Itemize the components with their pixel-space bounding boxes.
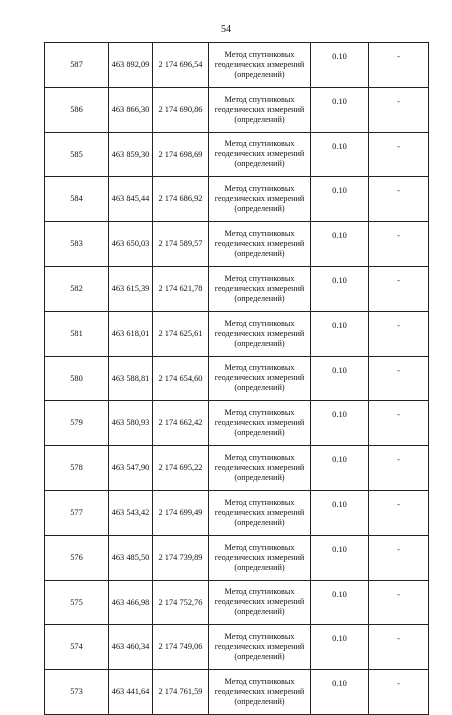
- x-coordinate-cell: 463 580,93: [109, 401, 153, 446]
- table-row: [45, 401, 429, 446]
- x-coordinate-cell: 463 588,81: [109, 356, 153, 401]
- dash-cell: -: [369, 177, 429, 222]
- accuracy-cell: 0.10: [311, 670, 369, 715]
- y-coordinate-cell: 2 174 761,59: [153, 670, 209, 715]
- dash-cell: -: [369, 625, 429, 670]
- table-row: [45, 625, 429, 670]
- y-coordinate-cell: 2 174 739,89: [153, 535, 209, 580]
- y-coordinate-cell: 2 174 695,22: [153, 446, 209, 491]
- point-number-cell: 577: [45, 490, 109, 535]
- table-row: [45, 356, 429, 401]
- y-coordinate-cell: 2 174 686,92: [153, 177, 209, 222]
- x-coordinate-cell: 463 547,90: [109, 446, 153, 491]
- y-coordinate-cell: 2 174 621,78: [153, 266, 209, 311]
- method-cell: Метод спутниковых геодезических измерений (определений): [209, 222, 311, 267]
- method-cell: Метод спутниковых геодезических измерений (определений): [209, 177, 311, 222]
- x-coordinate-cell: 463 543,42: [109, 490, 153, 535]
- dash-cell: -: [369, 132, 429, 177]
- accuracy-cell: 0.10: [311, 490, 369, 535]
- point-number-cell: 583: [45, 222, 109, 267]
- x-coordinate-cell: 463 460,34: [109, 625, 153, 670]
- y-coordinate-cell: 2 174 654,60: [153, 356, 209, 401]
- x-coordinate-cell: 463 650,03: [109, 222, 153, 267]
- table-row: [45, 87, 429, 132]
- point-number-cell: 585: [45, 132, 109, 177]
- dash-cell: -: [369, 222, 429, 267]
- method-cell: Метод спутниковых геодезических измерений (определений): [209, 625, 311, 670]
- table-row: [45, 222, 429, 267]
- dash-cell: -: [369, 670, 429, 715]
- table-row: [45, 177, 429, 222]
- x-coordinate-cell: 463 441,64: [109, 670, 153, 715]
- method-cell: Метод спутниковых геодезических измерений (определений): [209, 266, 311, 311]
- dash-cell: -: [369, 580, 429, 625]
- method-cell: Метод спутниковых геодезических измерений (определений): [209, 356, 311, 401]
- point-number-cell: 584: [45, 177, 109, 222]
- x-coordinate-cell: 463 866,30: [109, 87, 153, 132]
- accuracy-cell: 0.10: [311, 356, 369, 401]
- dash-cell: -: [369, 43, 429, 88]
- y-coordinate-cell: 2 174 698,69: [153, 132, 209, 177]
- point-number-cell: 573: [45, 670, 109, 715]
- table-row: [45, 670, 429, 715]
- point-number-cell: 574: [45, 625, 109, 670]
- table-row: [45, 446, 429, 491]
- method-cell: Метод спутниковых геодезических измерений (определений): [209, 87, 311, 132]
- accuracy-cell: 0.10: [311, 43, 369, 88]
- y-coordinate-cell: 2 174 696,54: [153, 43, 209, 88]
- y-coordinate-cell: 2 174 749,06: [153, 625, 209, 670]
- y-coordinate-cell: 2 174 625,61: [153, 311, 209, 356]
- point-number-cell: 582: [45, 266, 109, 311]
- page-number: 54: [221, 24, 231, 35]
- x-coordinate-cell: 463 466,98: [109, 580, 153, 625]
- accuracy-cell: 0.10: [311, 401, 369, 446]
- x-coordinate-cell: 463 618,01: [109, 311, 153, 356]
- method-cell: Метод спутниковых геодезических измерений (определений): [209, 490, 311, 535]
- y-coordinate-cell: 2 174 699,49: [153, 490, 209, 535]
- dash-cell: -: [369, 266, 429, 311]
- dash-cell: -: [369, 490, 429, 535]
- point-number-cell: 580: [45, 356, 109, 401]
- method-cell: Метод спутниковых геодезических измерений (определений): [209, 43, 311, 88]
- accuracy-cell: 0.10: [311, 177, 369, 222]
- dash-cell: -: [369, 356, 429, 401]
- x-coordinate-cell: 463 845,44: [109, 177, 153, 222]
- coordinates-table: [44, 42, 429, 715]
- point-number-cell: 578: [45, 446, 109, 491]
- method-cell: Метод спутниковых геодезических измерений (определений): [209, 535, 311, 580]
- point-number-cell: 581: [45, 311, 109, 356]
- point-number-cell: 587: [45, 43, 109, 88]
- table-row: [45, 490, 429, 535]
- table-row: [45, 132, 429, 177]
- point-number-cell: 579: [45, 401, 109, 446]
- dash-cell: -: [369, 311, 429, 356]
- dash-cell: -: [369, 401, 429, 446]
- table-row: [45, 311, 429, 356]
- x-coordinate-cell: 463 859,30: [109, 132, 153, 177]
- point-number-cell: 575: [45, 580, 109, 625]
- point-number-cell: 576: [45, 535, 109, 580]
- accuracy-cell: 0.10: [311, 222, 369, 267]
- y-coordinate-cell: 2 174 752,76: [153, 580, 209, 625]
- dash-cell: -: [369, 446, 429, 491]
- method-cell: Метод спутниковых геодезических измерений (определений): [209, 446, 311, 491]
- method-cell: Метод спутниковых геодезических измерений (определений): [209, 401, 311, 446]
- accuracy-cell: 0.10: [311, 311, 369, 356]
- accuracy-cell: 0.10: [311, 625, 369, 670]
- coordinates-table-body: [45, 43, 429, 715]
- accuracy-cell: 0.10: [311, 446, 369, 491]
- method-cell: Метод спутниковых геодезических измерений (определений): [209, 670, 311, 715]
- table-row: [45, 43, 429, 88]
- x-coordinate-cell: 463 485,50: [109, 535, 153, 580]
- method-cell: Метод спутниковых геодезических измерений (определений): [209, 580, 311, 625]
- accuracy-cell: 0.10: [311, 266, 369, 311]
- dash-cell: -: [369, 87, 429, 132]
- accuracy-cell: 0.10: [311, 87, 369, 132]
- accuracy-cell: 0.10: [311, 535, 369, 580]
- point-number-cell: 586: [45, 87, 109, 132]
- y-coordinate-cell: 2 174 690,86: [153, 87, 209, 132]
- method-cell: Метод спутниковых геодезических измерений (определений): [209, 311, 311, 356]
- method-cell: Метод спутниковых геодезических измерений (определений): [209, 132, 311, 177]
- dash-cell: -: [369, 535, 429, 580]
- accuracy-cell: 0.10: [311, 580, 369, 625]
- y-coordinate-cell: 2 174 589,57: [153, 222, 209, 267]
- y-coordinate-cell: 2 174 662,42: [153, 401, 209, 446]
- x-coordinate-cell: 463 615,39: [109, 266, 153, 311]
- table-row: [45, 266, 429, 311]
- accuracy-cell: 0.10: [311, 132, 369, 177]
- table-row: [45, 580, 429, 625]
- x-coordinate-cell: 463 892,09: [109, 43, 153, 88]
- table-row: [45, 535, 429, 580]
